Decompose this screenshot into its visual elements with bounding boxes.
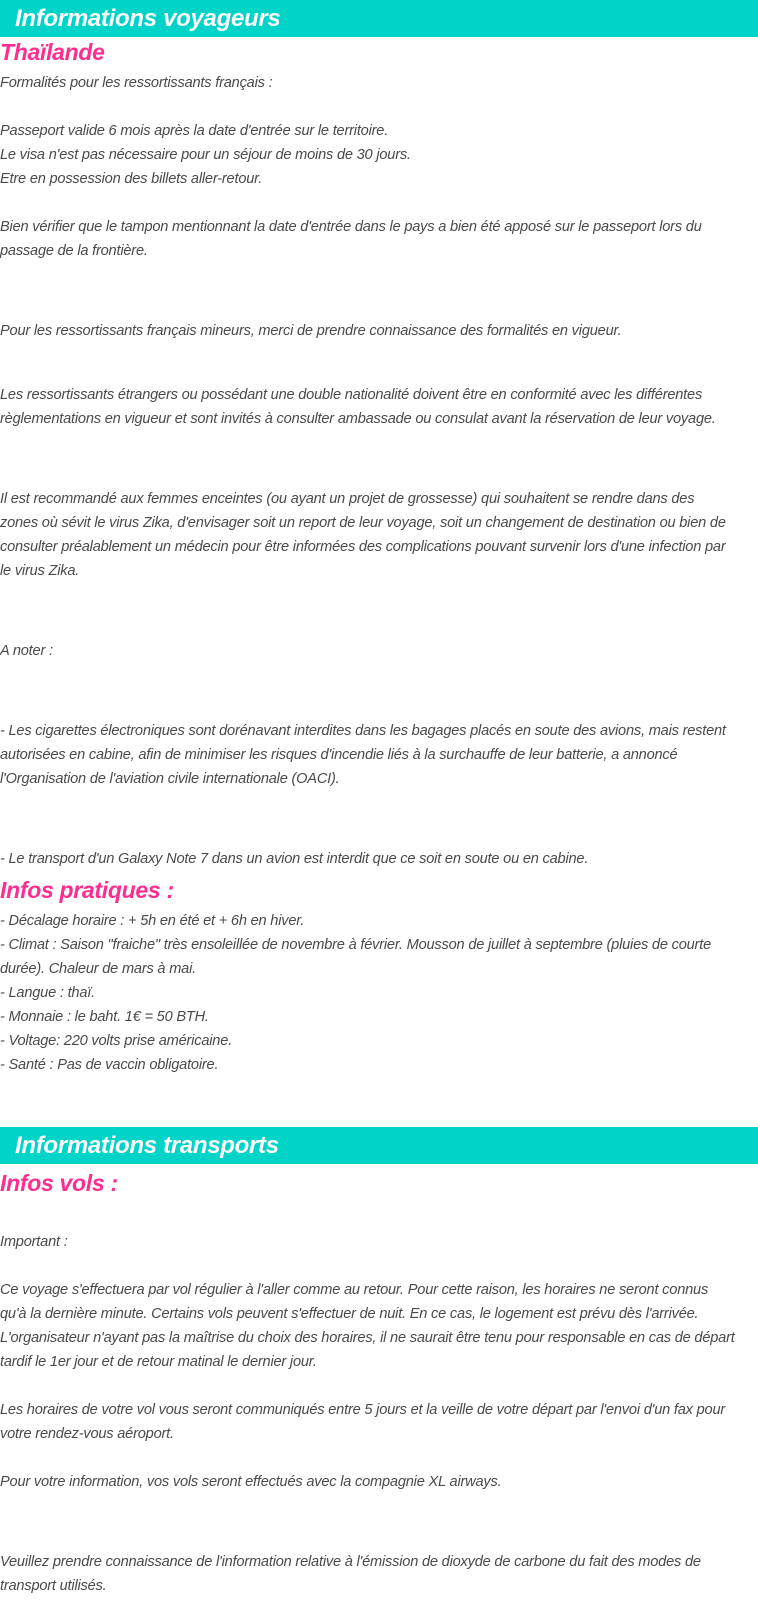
a-noter-label: A noter : [0,643,53,659]
pratique-item: - Monnaie : le baht. 1€ = 50 BTH. [0,1009,209,1025]
infos-vols-heading: Infos vols : [0,1170,118,1196]
horaires-paragraph: Les horaires de votre vol vous seront communiqués entre 5 jours et la veille de votre départ par l'envoi d'un fax pour votre rendez-vous aéroport. [0,1402,726,1442]
cigarettes-paragraph: - Les cigarettes électroniques sont dorénavant interdites dans les bagages placés en soute des avions, mais restent autorisées en cabine, afin de minimiser les risques d'incendie liés à la surchauffe de leur batterie, a annoncé l'Organisation de l'aviation civile internationale (OACI). [0,723,726,787]
pratique-item: - Climat : Saison "fraiche" très ensoleillée de novembre à février. Mousson de juillet à septembre (pluies de courte durée). Chaleur de mars à mai. [0,937,711,977]
section-banner-voyageurs: Informations voyageurs [0,0,758,37]
co2-paragraph: Veuillez prendre connaissance de l'information relative à l'émission de dioxyde de carbone du fait des modes de transport utilisés. [0,1554,701,1594]
tampon-paragraph: Bien vérifier que le tampon mentionnant la date d'entrée dans le pays a bien été apposé sur le passeport lors du passage de la frontière. [0,219,702,259]
formalite-item: Etre en possession des billets aller-retour. [0,171,263,187]
country-heading: Thaïlande [0,39,105,65]
voyageurs-section [0,37,736,1127]
formalite-item: Le visa n'est pas nécessaire pour un séjour de moins de 30 jours. [0,147,411,163]
important-label: Important : [0,1234,68,1250]
mineurs-paragraph: Pour les ressortissants français mineurs, merci de prendre connaissance des formalités en vigueur. [0,323,622,339]
pratique-item: - Langue : thaï. [0,985,95,1001]
transports-section [0,1168,736,1598]
infos-pratiques-heading: Infos pratiques : [0,877,174,903]
pratique-item: - Voltage: 220 volts prise américaine. [0,1033,232,1049]
formalite-item: Passeport valide 6 mois après la date d'entrée sur le territoire. [0,123,389,139]
etrangers-paragraph: Les ressortissants étrangers ou possédant une double nationalité doivent être en conformité avec les différentes règlementations en vigueur et sont invités à consulter ambassade ou consulat avant la réservation de leur voyage. [0,387,716,427]
pratique-item: - Décalage horaire : + 5h en été et + 6h en hiver. [0,913,305,929]
zika-paragraph: Il est recommandé aux femmes enceintes (ou ayant un projet de grossesse) qui souhaitent se rendre dans des zones où sévit le virus Zika, d'envisager soit un report de leur voyage, soit un changement de destination ou bien de consulter préalablement un médecin pour être informées des complications pouvant survenir lors d'une infection par le virus Zika. [0,491,726,579]
pratique-item: - Santé : Pas de vaccin obligatoire. [0,1057,219,1073]
galaxy-paragraph: - Le transport d'un Galaxy Note 7 dans un avion est interdit que ce soit en soute ou en cabine. [0,851,589,867]
compagnie-paragraph: Pour votre information, vos vols seront effectués avec la compagnie XL airways. [0,1474,502,1490]
section-banner-transports: Informations transports [0,1127,758,1164]
formalites-intro: Formalités pour les ressortissants français : [0,75,273,91]
vol-regulier-paragraph: Ce voyage s'effectuera par vol régulier à l'aller comme au retour. Pour cette raison, les horaires ne seront connus qu'à la dernière minute. Certains vols peuvent s'effectuer de nuit. En ce cas, le logement est prévu dès l'arrivée. L'organisateur n'ayant pas la maîtrise du choix des horaires, il ne saurait être tenu pour responsable en cas de départ tardif le 1er jour et de retour matinal le dernier jour. [0,1282,735,1370]
